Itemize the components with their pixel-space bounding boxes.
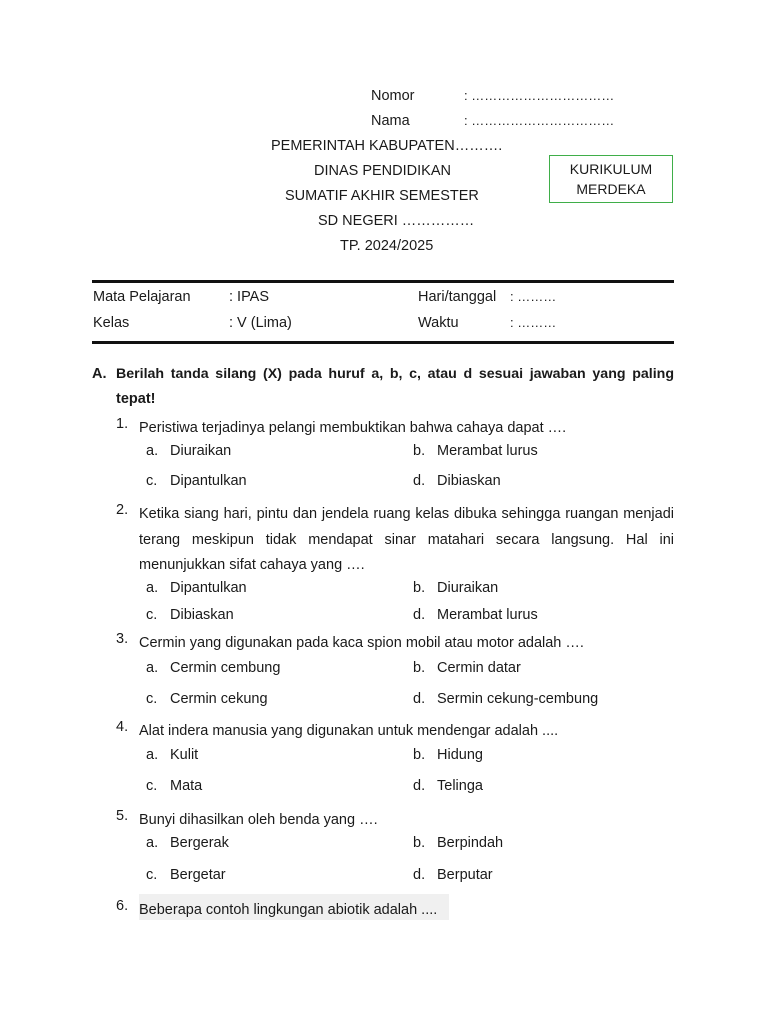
option-a[interactable] [146, 835, 229, 851]
option-text: Cermin datar [437, 660, 521, 676]
option-text: Kulit [170, 747, 199, 763]
option-c[interactable] [146, 607, 234, 623]
waktu-value: : ……… [510, 315, 557, 330]
option-letter: c. [146, 691, 158, 707]
option-letter: b. [413, 660, 426, 676]
question-text: Ketika siang hari, pintu dan jendela ruang kelas dibuka sehingga ruangan menjadi terang meskipun tidak mendapat sinar matahari secara langsung. Hal ini menunjukkan sifat cahaya yang …. [139, 506, 674, 573]
option-letter: a. [146, 835, 159, 851]
hari-label: Hari/tanggal [418, 289, 497, 305]
section-letter: A. [92, 366, 107, 382]
option-text: Berpindah [437, 835, 504, 851]
option-letter: c. [146, 607, 158, 623]
question-number: 5. [116, 808, 129, 824]
waktu-label: Waktu [418, 315, 459, 331]
kelas-label: Kelas [93, 315, 130, 331]
question-number: 1. [116, 416, 129, 432]
option-c[interactable] [146, 778, 202, 794]
option-letter: d. [413, 607, 426, 623]
option-d[interactable] [413, 867, 493, 883]
nomor-value: : …………………………… [464, 88, 615, 103]
option-text: Telinga [437, 778, 483, 794]
question-text: Alat indera manusia yang digunakan untuk mendengar adalah .... [139, 723, 559, 739]
question-text: Peristiwa terjadinya pelangi membuktikan bahwa cahaya dapat …. [139, 420, 567, 436]
option-letter: c. [146, 473, 158, 489]
nama-label: Nama [371, 113, 410, 129]
option-b[interactable] [413, 835, 503, 851]
header-line-sekolah: SD NEGERI …………… [318, 213, 475, 229]
option-text: Bergerak [170, 835, 229, 851]
option-text: Dibiaskan [437, 473, 501, 489]
section-instruction-line2: tepat! [116, 391, 156, 407]
option-text: Dibiaskan [170, 607, 234, 623]
hari-value: : ……… [510, 289, 557, 304]
option-letter: a. [146, 660, 159, 676]
option-a[interactable] [146, 660, 280, 676]
option-letter: c. [146, 778, 158, 794]
option-d[interactable] [413, 691, 598, 707]
question-number: 3. [116, 631, 129, 647]
option-text: Dipantulkan [170, 580, 247, 596]
badge-line-2: MERDEKA [576, 181, 646, 197]
divider-bottom [92, 341, 674, 344]
option-text: Merambat lurus [437, 607, 538, 623]
header-line-tahun: TP. 2024/2025 [340, 238, 434, 254]
option-letter: c. [146, 867, 158, 883]
option-c[interactable] [146, 473, 247, 489]
option-letter: b. [413, 747, 426, 763]
header-line-kabupaten: PEMERINTAH KABUPATEN………. [271, 138, 503, 154]
question-text: Beberapa contoh lingkungan abiotik adalah .... [139, 902, 438, 918]
mapel-label: Mata Pelajaran [93, 289, 191, 305]
nama-value: : …………………………… [464, 113, 615, 128]
option-text: Hidung [437, 747, 483, 763]
option-d[interactable] [413, 778, 483, 794]
header-line-sumatif: SUMATIF AKHIR SEMESTER [285, 188, 479, 204]
option-letter: d. [413, 691, 426, 707]
option-text: Bergetar [170, 867, 226, 883]
section-instruction-line1: Berilah tanda silang (X) pada huruf a, b, c, atau d sesuai jawaban yang paling [116, 366, 674, 382]
option-letter: d. [413, 867, 426, 883]
option-text: Cermin cembung [170, 660, 281, 676]
option-text: Cermin cekung [170, 691, 268, 707]
option-letter: a. [146, 580, 159, 596]
option-text: Diuraikan [170, 443, 232, 459]
kelas-value: : V (Lima) [229, 315, 292, 331]
option-d[interactable] [413, 473, 501, 489]
option-a[interactable] [146, 580, 247, 596]
option-text: Mata [170, 778, 203, 794]
option-c[interactable] [146, 691, 268, 707]
question-text: Bunyi dihasilkan oleh benda yang …. [139, 812, 378, 828]
option-c[interactable] [146, 867, 226, 883]
option-letter: a. [146, 747, 159, 763]
kurikulum-badge [549, 155, 673, 203]
option-text: Berputar [437, 867, 493, 883]
option-b[interactable] [413, 747, 483, 763]
option-b[interactable] [413, 580, 498, 596]
header-line-dinas: DINAS PENDIDIKAN [314, 163, 451, 179]
option-text: Sermin cekung-cembung [437, 691, 599, 707]
mapel-value: : IPAS [229, 289, 270, 305]
option-text: Dipantulkan [170, 473, 247, 489]
option-letter: d. [413, 778, 426, 794]
option-b[interactable] [413, 660, 521, 676]
option-letter: b. [413, 835, 426, 851]
option-d[interactable] [413, 607, 538, 623]
badge-line-1: KURIKULUM [569, 161, 653, 177]
option-letter: a. [146, 443, 159, 459]
option-text: Merambat lurus [437, 443, 538, 459]
question-number: 2. [116, 502, 129, 518]
question-text: Cermin yang digunakan pada kaca spion mobil atau motor adalah …. [139, 635, 584, 651]
option-a[interactable] [146, 747, 198, 763]
option-letter: d. [413, 473, 426, 489]
option-text: Diuraikan [437, 580, 499, 596]
option-b[interactable] [413, 443, 538, 459]
nomor-label: Nomor [371, 88, 415, 104]
option-letter: b. [413, 580, 426, 596]
question-number: 4. [116, 719, 129, 735]
question-number: 6. [116, 898, 129, 914]
option-letter: b. [413, 443, 426, 459]
divider-top [92, 280, 674, 283]
option-a[interactable] [146, 443, 231, 459]
